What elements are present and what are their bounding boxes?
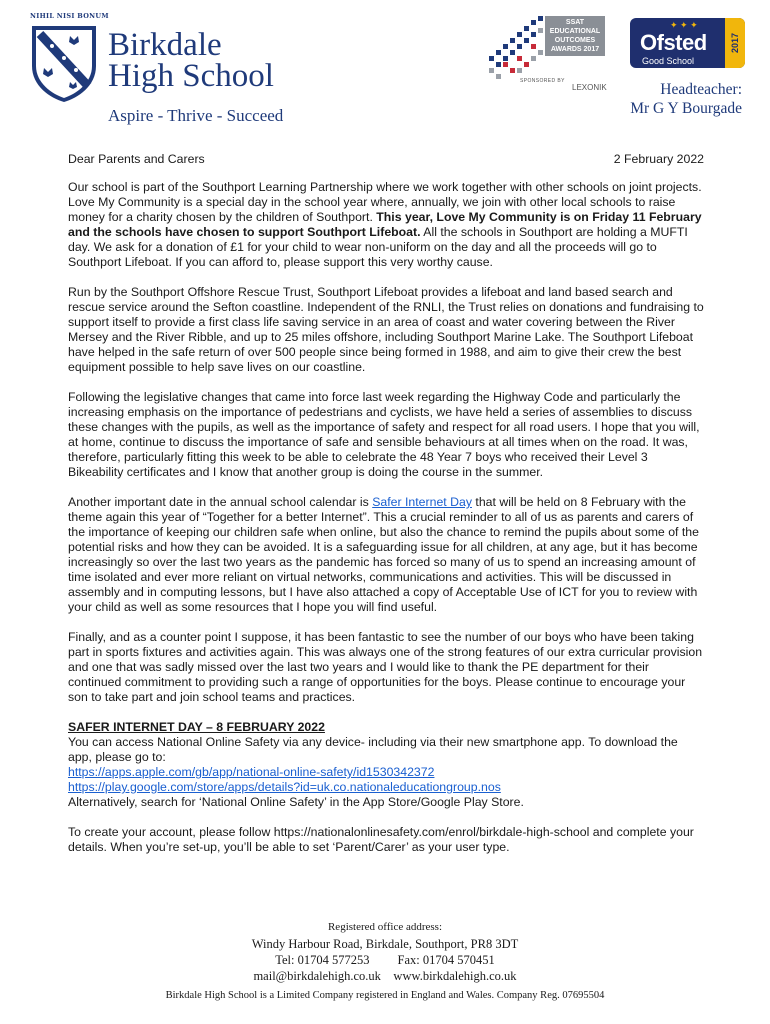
ssat-sponsor-name: LEXONIK bbox=[572, 83, 607, 92]
section-heading: SAFER INTERNET DAY – 8 FEBRUARY 2022 bbox=[68, 720, 325, 734]
footer-email[interactable]: mail@birkdalehigh.co.uk bbox=[253, 969, 381, 983]
ssat-sponsor-label: SPONSORED BY bbox=[520, 78, 565, 84]
footer-website[interactable]: www.birkdalehigh.co.uk bbox=[393, 969, 517, 983]
google-play-link[interactable]: https://play.google.com/store/apps/details?id=uk.co.nationaleducationgroup.nos bbox=[68, 780, 501, 794]
footer-contact-row bbox=[0, 968, 770, 984]
sid-intro: You can access National Online Safety via any device- including via their new smartphone app. To download the app, please go to: bbox=[68, 735, 678, 764]
footer-fax: Fax: 01704 570451 bbox=[397, 953, 495, 967]
footer bbox=[0, 918, 770, 1006]
paragraph-safer-internet: Another important date in the annual school calendar is Safer Internet Day that will be held on 8 February with the theme again this year of “Together for a better Internet”. This a crucial reminder to all of us as parents and carers of the importance of keeping our children safe when online, but also the chance to remind the pupils about some of the potential risks and how they can be avoided. It is a safeguarding issue for all children, at any age, but it has become increasingly so over the last two years as the pandemic has forced so many of us to spend an increasing amount of time isolated and ever more reliant on virtual networks, communications and activities. This will be discussed in assembly and in computing lessons, but I have also attached a copy of Acceptable Use of ICT for you to review with your child as well as some resources that I hope you will find useful. bbox=[68, 495, 699, 614]
letter-body bbox=[68, 152, 704, 855]
salutation: Dear Parents and Carers bbox=[68, 152, 205, 166]
letter-date: 2 February 2022 bbox=[613, 152, 704, 166]
ofsted-badge bbox=[630, 18, 745, 68]
ofsted-rating: Good School bbox=[642, 56, 695, 66]
paragraph-lifeboat: Run by the Southport Offshore Rescue Trust, Southport Lifeboat provides a lifeboat and land based search and rescue service around the Sefton coastline. Independent of the RNLI, the Trust relies on donations and fundraising to support itself to provide a first class life saving service in an area of coast and water covering between the River Mersey and the River Ribble, and up to 25 miles offshore, including Southport Marine Lake. The Southport Lifeboat have helped in the safe return of over 500 people since being formed in 1988, and aim to give their crew the best equipment possible to help save lives on our coastline. bbox=[68, 285, 704, 374]
footer-company: Birkdale High School is a Limited Company registered in England and Wales. Company Reg. 07695504 bbox=[165, 990, 605, 1001]
headteacher-name: Mr G Y Bourgade bbox=[630, 100, 742, 117]
footer-phone-row bbox=[0, 952, 770, 968]
sid-alternative: Alternatively, search for ‘National Online Safety’ in the App Store/Google Play Store. bbox=[68, 795, 524, 809]
footer-tel: Tel: 01704 577253 bbox=[275, 953, 370, 967]
apple-app-link[interactable]: https://apps.apple.com/gb/app/national-online-safety/id1530342372 bbox=[68, 765, 435, 779]
school-name: Birkdale High School bbox=[108, 27, 274, 94]
headteacher-block bbox=[630, 80, 742, 118]
ssat-award-label: SSAT EDUCATIONAL OUTCOMES AWARDS 2017 bbox=[545, 16, 605, 56]
highlight-text: This year, Love My Community is on Friday 11 February and the schools have chosen to support Southport Lifeboat. bbox=[68, 210, 702, 239]
crest-motto: NIHIL NISI BONUM bbox=[30, 12, 109, 20]
paragraph-highway-code: Following the legislative changes that came into force last week regarding the Highway Code and particularly the increasing emphasis on the importance of pedestrians and cyclists, we have held a series of assemblies to discuss these changes with the pupils, as well as the importance of safety and respect for all road users. I hope that you will, at home, continue to discuss the importance of safe and sensible behaviours at all times when on the road. It was, therefore, particularly fitting this week to be able to celebrate the 48 Year 7 boys who received their Level 3 Bikeability certificates and I know that another group is doing the course in the summer. bbox=[68, 390, 700, 479]
paragraph-sports: Finally, and as a counter point I suppose, it has been fantastic to see the number of our boys who have been taking part in sports fixtures and activities again. This was always one of the strong features of our extra curricular provision and one that was sadly missed over the last two years and I would like to thank the PE department for their continued commitment to providing such a range of opportunities for the boys. Please continue to encourage your son to take part and join school teams and practices. bbox=[68, 630, 703, 704]
safer-internet-section bbox=[68, 720, 704, 855]
letterhead bbox=[0, 0, 770, 140]
letter-top-row bbox=[68, 152, 704, 167]
safer-internet-day-link[interactable]: Safer Internet Day bbox=[372, 495, 472, 509]
ofsted-stars-icon: ✦ ✦ ✦ bbox=[670, 20, 698, 30]
footer-address: Windy Harbour Road, Birkdale, Southport, PR8 3DT bbox=[251, 937, 519, 951]
sid-account: To create your account, please follow https://nationalonlinesafety.com/enrol/birkdale-high-school and complete your details. When you’re set-up, you’ll be able to set ‘Parent/Carer’ as your user type. bbox=[68, 825, 694, 854]
ofsted-year: 2017 bbox=[725, 18, 745, 68]
paragraph-love-my-community: Our school is part of the Southport Learning Partnership where we work together with other schools on joint projects. Love My Community is a special day in the school year where, annually, we join with other local schools to raise money for a charity chosen by the children of Southport. This year, Love My Community is on Friday 11 February and the schools have chosen to support Southport Lifeboat. All the schools in Southport are holding a MUFTI day. We ask for a donation of £1 for your child to wear non-uniform on the day and all the proceeds will go to Southport Lifeboat. If you can afford to, please support this very worthy cause. bbox=[68, 180, 702, 269]
footer-label: Registered office address: bbox=[327, 921, 443, 933]
school-tagline: Aspire - Thrive - Succeed bbox=[108, 106, 284, 125]
school-crest-icon bbox=[30, 24, 98, 104]
ofsted-name: Ofsted bbox=[640, 30, 707, 55]
headteacher-label: Headteacher: bbox=[660, 81, 742, 98]
